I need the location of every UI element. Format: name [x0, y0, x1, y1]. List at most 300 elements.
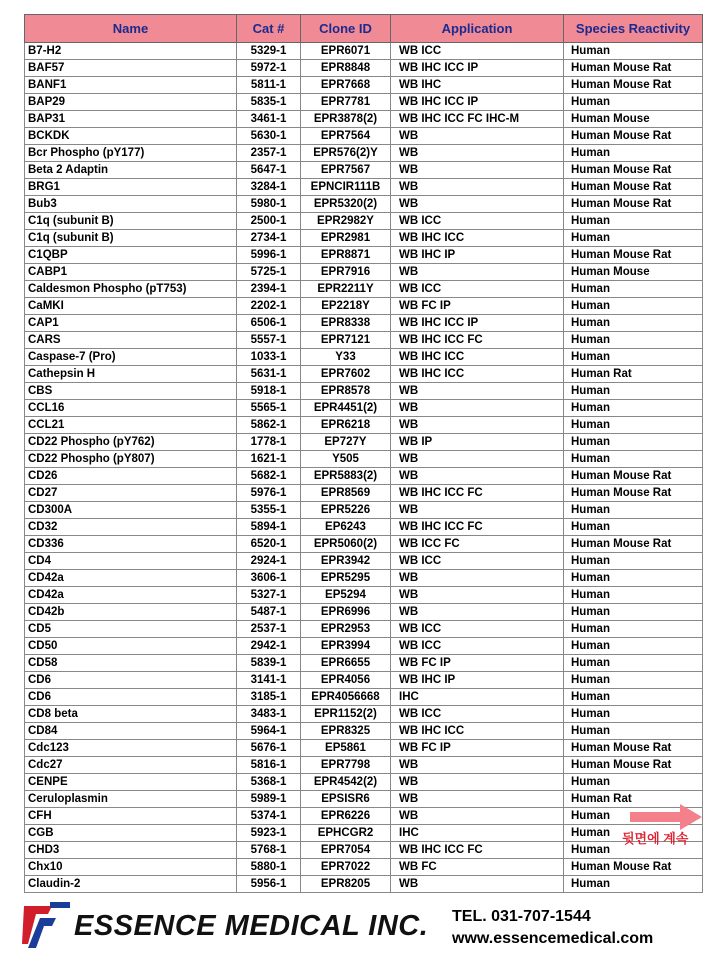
cell-cat: 5989-1 — [237, 791, 301, 808]
table-row — [25, 536, 703, 553]
table-row — [25, 723, 703, 740]
cell-clone-id: EPR7781 — [301, 94, 391, 111]
cell-name: Caspase-7 (Pro) — [25, 349, 237, 366]
cell-application: WB — [391, 774, 564, 791]
cell-clone-id: EPR6655 — [301, 655, 391, 672]
cell-species: Human — [564, 825, 703, 842]
header-application: Application — [391, 15, 564, 43]
cell-cat: 5964-1 — [237, 723, 301, 740]
cell-clone-id: EPR8569 — [301, 485, 391, 502]
cell-application: WB FC IP — [391, 298, 564, 315]
cell-species: Human — [564, 808, 703, 825]
cell-application: WB IHC IP — [391, 672, 564, 689]
cell-species: Human — [564, 94, 703, 111]
cell-clone-id: Y33 — [301, 349, 391, 366]
cell-cat: 3461-1 — [237, 111, 301, 128]
continue-label: 뒷면에 계속 — [622, 831, 689, 846]
cell-application: WB ICC — [391, 621, 564, 638]
cell-name: CABP1 — [25, 264, 237, 281]
cell-name: C1QBP — [25, 247, 237, 264]
cell-clone-id: EPR4451(2) — [301, 400, 391, 417]
cell-cat: 5682-1 — [237, 468, 301, 485]
cell-cat: 5557-1 — [237, 332, 301, 349]
cell-cat: 5368-1 — [237, 774, 301, 791]
table-row — [25, 196, 703, 213]
cell-cat: 5768-1 — [237, 842, 301, 859]
cell-clone-id: EPR5883(2) — [301, 468, 391, 485]
cell-species: Human Mouse Rat — [564, 485, 703, 502]
cell-application: WB — [391, 179, 564, 196]
table-row — [25, 417, 703, 434]
cell-application: WB ICC FC — [391, 536, 564, 553]
table-row — [25, 808, 703, 825]
cell-name: B7-H2 — [25, 43, 237, 60]
cell-clone-id: EPR1152(2) — [301, 706, 391, 723]
cell-species: Human — [564, 876, 703, 893]
product-table-container — [24, 14, 702, 893]
table-row — [25, 621, 703, 638]
cell-name: BCKDK — [25, 128, 237, 145]
cell-name: CD5 — [25, 621, 237, 638]
cell-cat: 5374-1 — [237, 808, 301, 825]
table-row — [25, 281, 703, 298]
cell-application: WB IHC ICC — [391, 723, 564, 740]
cell-cat: 3606-1 — [237, 570, 301, 587]
cell-application: WB — [391, 468, 564, 485]
cell-cat: 5835-1 — [237, 94, 301, 111]
table-row — [25, 570, 703, 587]
cell-cat: 5631-1 — [237, 366, 301, 383]
cell-clone-id: EPR3994 — [301, 638, 391, 655]
cell-name: CD8 beta — [25, 706, 237, 723]
cell-clone-id: EPR7798 — [301, 757, 391, 774]
cell-cat: 5976-1 — [237, 485, 301, 502]
cell-name: CD27 — [25, 485, 237, 502]
cell-species: Human — [564, 621, 703, 638]
cell-clone-id: EPR7022 — [301, 859, 391, 876]
cell-cat: 5630-1 — [237, 128, 301, 145]
cell-species: Human — [564, 451, 703, 468]
table-row — [25, 553, 703, 570]
company-name: ESSENCE MEDICAL INC. — [74, 910, 429, 942]
cell-clone-id: EPR7121 — [301, 332, 391, 349]
cell-application: WB IHC — [391, 77, 564, 94]
cell-cat: 5972-1 — [237, 60, 301, 77]
cell-species: Human — [564, 298, 703, 315]
cell-application: WB — [391, 502, 564, 519]
cell-application: WB ICC — [391, 553, 564, 570]
continue-arrow-icon — [630, 804, 702, 830]
website[interactable]: www.essencemedical.com — [452, 930, 654, 947]
cell-clone-id: EPR3942 — [301, 553, 391, 570]
cell-clone-id: EPSISR6 — [301, 791, 391, 808]
table-row — [25, 451, 703, 468]
cell-species: Human — [564, 604, 703, 621]
cell-species: Human — [564, 655, 703, 672]
cell-name: Cdc27 — [25, 757, 237, 774]
cell-application: WB — [391, 196, 564, 213]
cell-species: Human Mouse — [564, 111, 703, 128]
cell-clone-id: EP727Y — [301, 434, 391, 451]
table-row — [25, 349, 703, 366]
cell-name: C1q (subunit B) — [25, 213, 237, 230]
cell-application: WB — [391, 587, 564, 604]
cell-name: CENPE — [25, 774, 237, 791]
cell-clone-id: EPR7916 — [301, 264, 391, 281]
cell-application: WB — [391, 604, 564, 621]
cell-cat: 2202-1 — [237, 298, 301, 315]
cell-clone-id: EPR2211Y — [301, 281, 391, 298]
company-logo — [22, 900, 452, 952]
cell-clone-id: EPR8848 — [301, 60, 391, 77]
cell-name: Cdc123 — [25, 740, 237, 757]
cell-name: C1q (subunit B) — [25, 230, 237, 247]
cell-species: Human — [564, 230, 703, 247]
cell-cat: 3185-1 — [237, 689, 301, 706]
cell-cat: 5918-1 — [237, 383, 301, 400]
cell-name: CHD3 — [25, 842, 237, 859]
cell-species: Human — [564, 383, 703, 400]
cell-application: WB — [391, 128, 564, 145]
cell-cat: 1621-1 — [237, 451, 301, 468]
cell-clone-id: EPR7564 — [301, 128, 391, 145]
cell-application: WB IHC ICC FC — [391, 519, 564, 536]
cell-application: WB — [391, 400, 564, 417]
table-row — [25, 60, 703, 77]
table-row — [25, 655, 703, 672]
cell-cat: 5327-1 — [237, 587, 301, 604]
cell-cat: 2537-1 — [237, 621, 301, 638]
cell-name: Beta 2 Adaptin — [25, 162, 237, 179]
cell-clone-id: Y505 — [301, 451, 391, 468]
cell-name: BANF1 — [25, 77, 237, 94]
cell-species: Human — [564, 672, 703, 689]
cell-application: WB — [391, 808, 564, 825]
cell-cat: 5355-1 — [237, 502, 301, 519]
cell-name: CD336 — [25, 536, 237, 553]
cell-name: Caldesmon Phospho (pT753) — [25, 281, 237, 298]
cell-clone-id: EPR8325 — [301, 723, 391, 740]
table-row — [25, 587, 703, 604]
cell-clone-id: EP5294 — [301, 587, 391, 604]
cell-species: Human Rat — [564, 791, 703, 808]
cell-cat: 2924-1 — [237, 553, 301, 570]
table-row — [25, 43, 703, 60]
cell-application: WB — [391, 570, 564, 587]
cell-species: Human — [564, 519, 703, 536]
cell-application: IHC — [391, 689, 564, 706]
cell-cat: 2394-1 — [237, 281, 301, 298]
cell-application: WB — [391, 876, 564, 893]
table-row — [25, 383, 703, 400]
cell-cat: 5894-1 — [237, 519, 301, 536]
header-name: Name — [25, 15, 237, 43]
cell-application: WB ICC — [391, 706, 564, 723]
cell-species: Human Mouse Rat — [564, 468, 703, 485]
cell-species: Human — [564, 315, 703, 332]
cell-application: WB ICC — [391, 43, 564, 60]
cell-clone-id: EPR5295 — [301, 570, 391, 587]
cell-cat: 6520-1 — [237, 536, 301, 553]
cell-species: Human Mouse Rat — [564, 196, 703, 213]
table-row — [25, 825, 703, 842]
cell-species: Human Mouse Rat — [564, 128, 703, 145]
cell-clone-id: EPR6071 — [301, 43, 391, 60]
cell-clone-id: EPR3878(2) — [301, 111, 391, 128]
table-row — [25, 332, 703, 349]
cell-application: WB IHC ICC — [391, 230, 564, 247]
cell-clone-id: EPR2982Y — [301, 213, 391, 230]
cell-name: CD22 Phospho (pY762) — [25, 434, 237, 451]
cell-species: Human — [564, 434, 703, 451]
cell-clone-id: EPR5320(2) — [301, 196, 391, 213]
cell-cat: 3483-1 — [237, 706, 301, 723]
cell-application: WB IHC ICC FC — [391, 485, 564, 502]
cell-cat: 2734-1 — [237, 230, 301, 247]
cell-application: WB ICC — [391, 638, 564, 655]
header-species: Species Reactivity — [564, 15, 703, 43]
cell-cat: 5862-1 — [237, 417, 301, 434]
cell-application: WB FC IP — [391, 655, 564, 672]
cell-species: Human — [564, 706, 703, 723]
header-clone-id: Clone ID — [301, 15, 391, 43]
cell-species: Human — [564, 400, 703, 417]
cell-species: Human — [564, 43, 703, 60]
table-row — [25, 791, 703, 808]
cell-application: WB IHC ICC FC IHC-M — [391, 111, 564, 128]
cell-cat: 6506-1 — [237, 315, 301, 332]
cell-application: WB IHC IP — [391, 247, 564, 264]
telephone: TEL. 031-707-1544 — [452, 908, 591, 925]
table-row — [25, 468, 703, 485]
cell-name: CARS — [25, 332, 237, 349]
cell-clone-id: EPR8338 — [301, 315, 391, 332]
cell-application: WB — [391, 417, 564, 434]
cell-species: Human — [564, 213, 703, 230]
table-row — [25, 111, 703, 128]
cell-cat: 5956-1 — [237, 876, 301, 893]
cell-cat: 5816-1 — [237, 757, 301, 774]
logo-mark-icon — [22, 900, 80, 950]
cell-species: Human Rat — [564, 366, 703, 383]
cell-application: WB — [391, 383, 564, 400]
cell-application: WB — [391, 757, 564, 774]
cell-cat: 5725-1 — [237, 264, 301, 281]
cell-application: WB — [391, 145, 564, 162]
cell-application: WB IHC ICC IP — [391, 60, 564, 77]
cell-clone-id: EPR7567 — [301, 162, 391, 179]
cell-application: WB IHC ICC FC — [391, 332, 564, 349]
cell-name: CD6 — [25, 689, 237, 706]
table-row — [25, 774, 703, 791]
table-row — [25, 213, 703, 230]
cell-species: Human Mouse — [564, 264, 703, 281]
cell-cat: 3141-1 — [237, 672, 301, 689]
cell-species: Human Mouse Rat — [564, 536, 703, 553]
cell-clone-id: EPR7054 — [301, 842, 391, 859]
cell-application: WB — [391, 162, 564, 179]
cell-name: CD300A — [25, 502, 237, 519]
table-row — [25, 247, 703, 264]
cell-species: Human — [564, 349, 703, 366]
cell-name: CD26 — [25, 468, 237, 485]
cell-name: CaMKI — [25, 298, 237, 315]
cell-name: CD42a — [25, 570, 237, 587]
cell-name: CD42a — [25, 587, 237, 604]
cell-cat: 5329-1 — [237, 43, 301, 60]
table-row — [25, 519, 703, 536]
cell-cat: 5980-1 — [237, 196, 301, 213]
cell-clone-id: EPR8578 — [301, 383, 391, 400]
cell-name: CCL16 — [25, 400, 237, 417]
cell-species: Human Mouse Rat — [564, 757, 703, 774]
cell-cat: 5996-1 — [237, 247, 301, 264]
cell-cat: 5487-1 — [237, 604, 301, 621]
cell-application: WB IHC ICC IP — [391, 315, 564, 332]
cell-species: Human Mouse Rat — [564, 60, 703, 77]
cell-cat: 1778-1 — [237, 434, 301, 451]
table-row — [25, 94, 703, 111]
cell-name: CD50 — [25, 638, 237, 655]
cell-name: BAP29 — [25, 94, 237, 111]
cell-species: Human — [564, 842, 703, 859]
cell-clone-id: EP2218Y — [301, 298, 391, 315]
cell-name: Claudin-2 — [25, 876, 237, 893]
cell-cat: 2942-1 — [237, 638, 301, 655]
cell-species: Human — [564, 145, 703, 162]
cell-cat: 2500-1 — [237, 213, 301, 230]
cell-species: Human — [564, 417, 703, 434]
cell-clone-id: EPR2981 — [301, 230, 391, 247]
table-row — [25, 230, 703, 247]
cell-name: CD6 — [25, 672, 237, 689]
cell-clone-id: EPR6226 — [301, 808, 391, 825]
cell-name: Bcr Phospho (pY177) — [25, 145, 237, 162]
cell-name: CD42b — [25, 604, 237, 621]
cell-species: Human — [564, 502, 703, 519]
cell-cat: 2357-1 — [237, 145, 301, 162]
table-row — [25, 689, 703, 706]
cell-application: WB — [391, 264, 564, 281]
cell-name: CD22 Phospho (pY807) — [25, 451, 237, 468]
cell-species: Human Mouse Rat — [564, 77, 703, 94]
cell-name: BRG1 — [25, 179, 237, 196]
table-row — [25, 400, 703, 417]
cell-clone-id: EP6243 — [301, 519, 391, 536]
cell-clone-id: EPR5060(2) — [301, 536, 391, 553]
table-row — [25, 179, 703, 196]
table-row — [25, 264, 703, 281]
cell-application: IHC — [391, 825, 564, 842]
cell-clone-id: EPR4056 — [301, 672, 391, 689]
cell-clone-id: EPR4542(2) — [301, 774, 391, 791]
table-row — [25, 128, 703, 145]
cell-species: Human — [564, 281, 703, 298]
cell-name: BAP31 — [25, 111, 237, 128]
cell-name: Bub3 — [25, 196, 237, 213]
table-row — [25, 672, 703, 689]
cell-application: WB IHC ICC IP — [391, 94, 564, 111]
cell-species: Human — [564, 689, 703, 706]
table-row — [25, 876, 703, 893]
cell-name: CGB — [25, 825, 237, 842]
cell-species: Human Mouse Rat — [564, 162, 703, 179]
table-row — [25, 859, 703, 876]
cell-application: WB FC — [391, 859, 564, 876]
table-row — [25, 145, 703, 162]
cell-clone-id: EP5861 — [301, 740, 391, 757]
cell-species: Human Mouse Rat — [564, 247, 703, 264]
cell-cat: 5811-1 — [237, 77, 301, 94]
cell-name: Ceruloplasmin — [25, 791, 237, 808]
cell-cat: 5839-1 — [237, 655, 301, 672]
cell-species: Human Mouse Rat — [564, 859, 703, 876]
table-row — [25, 77, 703, 94]
cell-clone-id: EPR8871 — [301, 247, 391, 264]
cell-application: WB FC IP — [391, 740, 564, 757]
cell-clone-id: EPR7602 — [301, 366, 391, 383]
cell-application: WB IHC ICC — [391, 366, 564, 383]
cell-clone-id: EPR576(2)Y — [301, 145, 391, 162]
table-row — [25, 162, 703, 179]
cell-name: CBS — [25, 383, 237, 400]
cell-clone-id: EPR7668 — [301, 77, 391, 94]
table-row — [25, 604, 703, 621]
cell-name: CAP1 — [25, 315, 237, 332]
cell-clone-id: EPR6218 — [301, 417, 391, 434]
cell-cat: 5880-1 — [237, 859, 301, 876]
cell-clone-id: EPR6996 — [301, 604, 391, 621]
table-row — [25, 315, 703, 332]
cell-clone-id: EPHCGR2 — [301, 825, 391, 842]
cell-cat: 5565-1 — [237, 400, 301, 417]
table-body — [25, 43, 703, 893]
table-row — [25, 502, 703, 519]
cell-cat: 1033-1 — [237, 349, 301, 366]
cell-cat: 5647-1 — [237, 162, 301, 179]
cell-name: CD32 — [25, 519, 237, 536]
cell-application: WB IP — [391, 434, 564, 451]
cell-application: WB ICC — [391, 213, 564, 230]
cell-cat: 5923-1 — [237, 825, 301, 842]
cell-application: WB IHC ICC — [391, 349, 564, 366]
table-header-row — [25, 15, 703, 43]
cell-species: Human — [564, 332, 703, 349]
table-row — [25, 366, 703, 383]
table-row — [25, 842, 703, 859]
table-row — [25, 706, 703, 723]
cell-clone-id: EPR4056668 — [301, 689, 391, 706]
cell-application: WB IHC ICC FC — [391, 842, 564, 859]
table-row — [25, 757, 703, 774]
cell-species: Human — [564, 723, 703, 740]
cell-cat: 3284-1 — [237, 179, 301, 196]
table-row — [25, 638, 703, 655]
table-row — [25, 298, 703, 315]
cell-name: Chx10 — [25, 859, 237, 876]
cell-cat: 5676-1 — [237, 740, 301, 757]
cell-name: CFH — [25, 808, 237, 825]
cell-species: Human Mouse Rat — [564, 740, 703, 757]
cell-species: Human — [564, 570, 703, 587]
cell-application: WB — [391, 791, 564, 808]
cell-species: Human — [564, 553, 703, 570]
cell-species: Human — [564, 638, 703, 655]
cell-name: Cathepsin H — [25, 366, 237, 383]
table-row — [25, 434, 703, 451]
cell-application: WB ICC — [391, 281, 564, 298]
table-row — [25, 485, 703, 502]
